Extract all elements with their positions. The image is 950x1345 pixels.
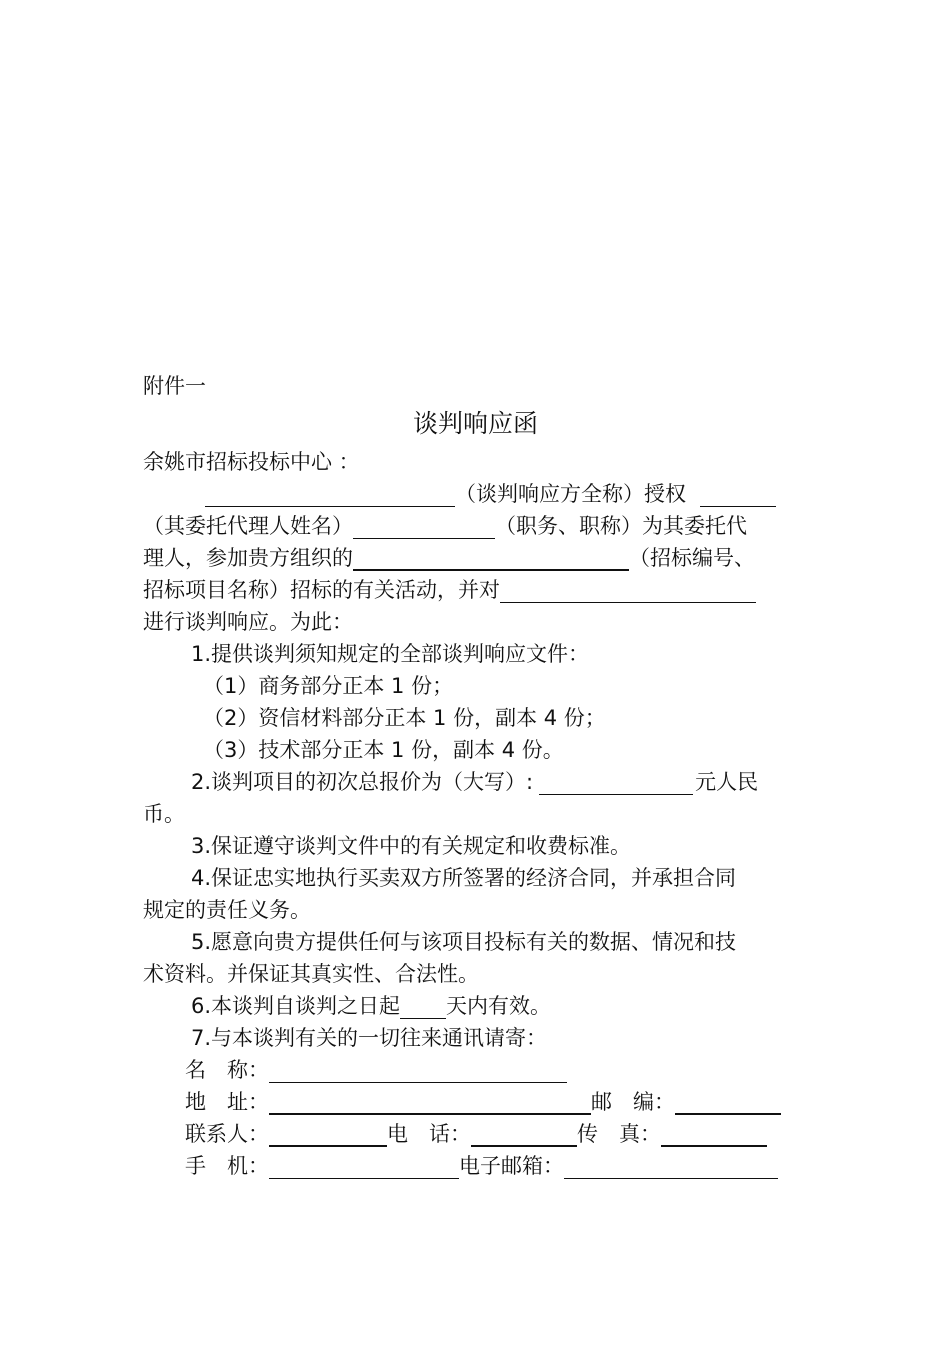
p1-text-c: （职务、职称）为其委托代 [495,514,747,538]
name-field[interactable] [269,1058,567,1083]
name-label: 名 称： [185,1058,269,1082]
mobile-field[interactable] [269,1154,459,1179]
paragraph-1-line-1 [143,478,808,510]
field-row-name [143,1054,808,1086]
item-1-2: （2）资信材料部分正本 1 份，副本 4 份； [203,706,606,730]
item-3: 3.保证遵守谈判文件中的有关规定和收费标准。 [191,834,632,858]
respondent-name-blank[interactable] [205,482,455,507]
p1-text-d: 理人，参加贵方组织的 [143,546,353,570]
item-1: 1.提供谈判须知规定的全部谈判响应文件： [191,642,590,666]
phone-label: 电 话： [387,1122,471,1146]
project-blank[interactable] [500,578,756,603]
item-4-line-1: 4.保证忠实地执行买卖双方所签署的经济合同，并承担合同 [191,866,737,890]
p1-text-a: （谈判响应方全称）授权 [455,482,686,506]
email-field[interactable] [564,1154,778,1179]
phone-field[interactable] [471,1121,577,1147]
item6-text-b: 天内有效。 [446,994,552,1018]
contact-label: 联系人： [185,1122,269,1146]
document-page [143,370,808,1182]
item-2-line-2: 币。 [143,802,185,826]
field-row-contact [143,1118,808,1150]
paragraph-1-line-5: 进行谈判响应。为此： [143,610,353,634]
email-label: 电子邮箱： [459,1154,564,1178]
item-4-line-2: 规定的责任义务。 [143,898,311,922]
item2-text-a: 2.谈判项目的初次总报价为（大写）: [191,770,534,794]
p1-text-f: 招标项目名称）招标的有关活动，并对 [143,578,500,602]
item-5-line-2: 术资料。并保证其真实性、合法性。 [143,962,479,986]
agent-name-blank[interactable] [353,514,495,539]
item-1-3: （3）技术部分正本 1 份，副本 4 份。 [203,738,564,762]
postcode-label: 邮 编： [591,1090,675,1114]
attachment-label: 附件一 [143,374,206,398]
fax-label: 传 真： [577,1122,661,1146]
paragraph-1-line-2 [143,510,808,542]
address-label: 地 址： [185,1090,269,1114]
mobile-label: 手 机： [185,1154,269,1178]
paragraph-1-line-4 [143,574,808,606]
postcode-field[interactable] [675,1089,781,1115]
item-2-line-1 [143,766,808,798]
agent-blank[interactable] [700,482,776,507]
field-row-address [143,1086,808,1118]
fax-field[interactable] [661,1121,767,1147]
item-1-1: （1）商务部分正本 1 份； [203,674,454,698]
item6-text-a: 6.本谈判自谈判之日起 [191,994,401,1018]
document-title: 谈判响应函 [412,409,538,438]
validity-days-blank[interactable] [400,994,446,1019]
address-field[interactable] [269,1089,591,1115]
tender-number-blank[interactable] [353,545,629,571]
item-5-line-1: 5.愿意向贵方提供任何与该项目投标有关的数据、情况和技 [191,930,737,954]
paragraph-1-line-3 [143,542,808,574]
contact-field[interactable] [269,1121,387,1147]
p1-text-e: （招标编号、 [629,546,755,570]
addressee: 余姚市招标投标中心 ： [143,450,360,474]
p1-text-b: （其委托代理人姓名） [143,514,353,538]
item-7: 7.与本谈判有关的一切往来通讯请寄： [191,1026,548,1050]
field-row-mobile [143,1150,808,1182]
item-6 [143,990,808,1022]
total-price-blank[interactable] [539,770,693,795]
item2-text-b: 元人民 [695,770,759,794]
